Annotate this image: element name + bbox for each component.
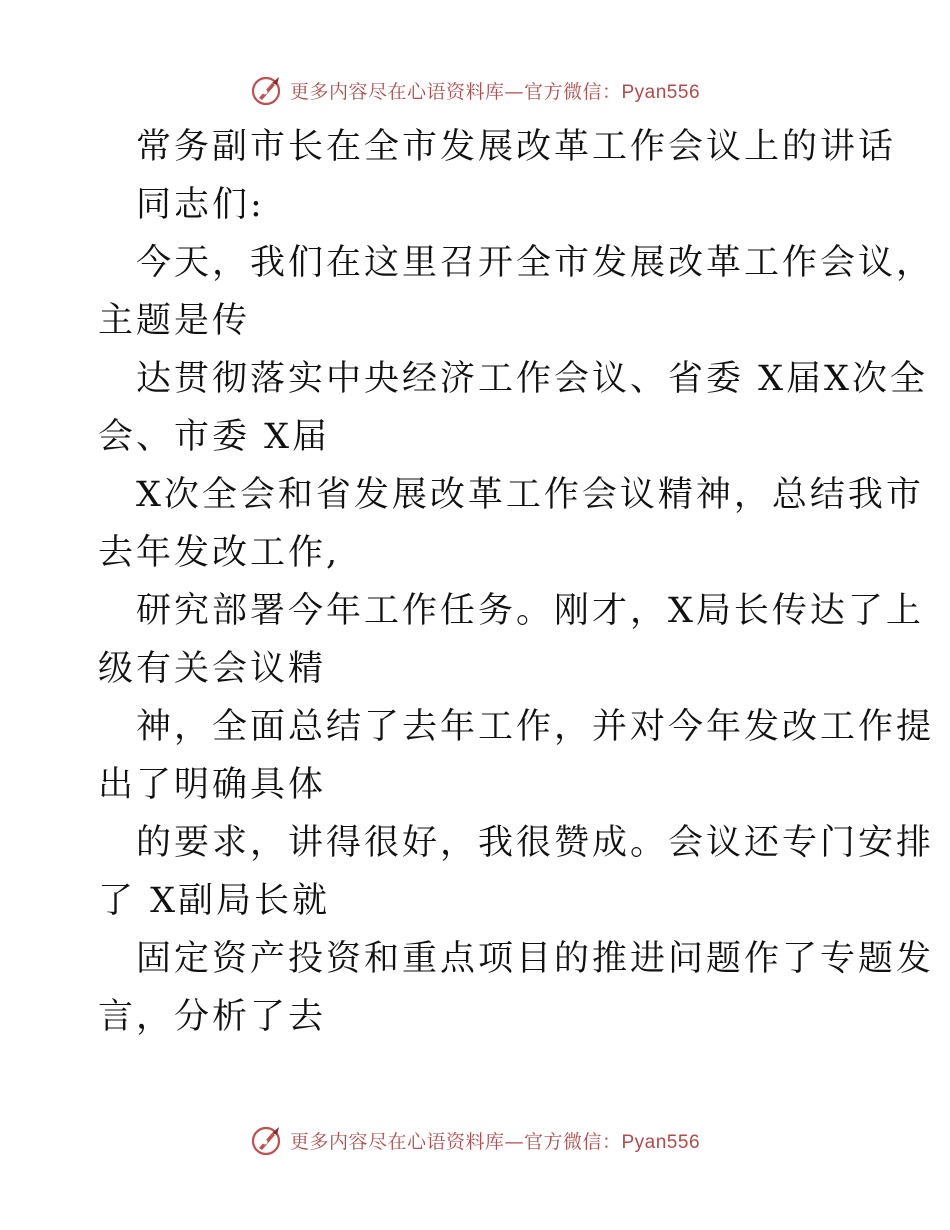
document-title: 常务副市长在全市发展改革工作会议上的讲话 <box>136 127 897 167</box>
text-line: 研究部署今年工作任务。刚才，X局长传达了上 <box>136 591 924 631</box>
watermark-text: 更多内容尽在心语资料库—官方微信：Pyan556 <box>289 1130 701 1153</box>
quill-logo-icon <box>250 1123 284 1157</box>
quill-logo-icon <box>250 73 284 107</box>
text-line: X次全会和省发展改革工作会议精神，总结我市 <box>136 475 924 515</box>
text-line: 的要求，讲得很好，我很赞成。会议还专门安排 <box>136 823 935 863</box>
text-line: 去年发改工作, <box>98 533 341 573</box>
text-line: 神，全面总结了去年工作，并对今年发改工作提 <box>136 707 935 747</box>
text-line: 固定资产投资和重点项目的推进问题作了专题发 <box>136 939 935 979</box>
text-line: 同志们: <box>136 185 265 225</box>
text-line: 出了明确具体 <box>98 765 327 805</box>
text-line: 主题是传 <box>98 301 251 341</box>
header-watermark <box>0 70 950 110</box>
text-line: 达贯彻落实中央经济工作会议、省委 X届X次全 <box>136 359 928 399</box>
text-line: 级有关会议精 <box>98 649 327 689</box>
footer-watermark <box>0 1120 950 1160</box>
document-body <box>98 118 935 1046</box>
text-line: 了 X副局长就 <box>98 881 331 921</box>
text-line: 会、市委 X届 <box>98 417 331 457</box>
text-line: 言，分析了去 <box>98 997 327 1037</box>
text-line: 今天，我们在这里召开全市发展改革工作会议， <box>136 243 935 283</box>
watermark-text: 更多内容尽在心语资料库—官方微信：Pyan556 <box>289 80 701 103</box>
